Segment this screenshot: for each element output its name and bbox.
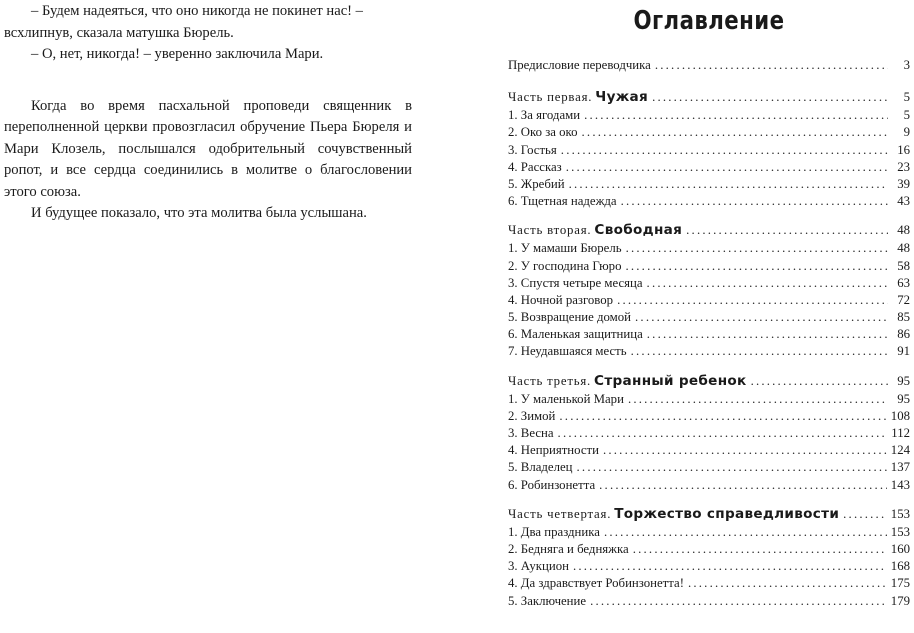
toc-entry-label: 5. Владелец (508, 460, 573, 475)
spacer (4, 66, 412, 87)
leader-dots (647, 276, 888, 291)
leader-dots (577, 460, 887, 475)
toc-entry-page: 143 (890, 477, 910, 492)
leader-dots (625, 259, 888, 274)
leader-dots (584, 108, 888, 123)
toc-entry-label: 2. Зимой (508, 408, 556, 423)
toc-entry-page: 86 (897, 327, 910, 342)
toc-entry-label: 4. Да здравствует Робинзонетта! (508, 576, 684, 591)
leader-dots (561, 143, 888, 158)
toc-entry[interactable] (508, 108, 910, 125)
part-label: Часть первая. (508, 90, 593, 105)
toc-entry[interactable] (508, 576, 910, 593)
toc-entry-page: 112 (891, 426, 910, 440)
toc-entry-page: 95 (897, 373, 910, 388)
toc-entry[interactable] (508, 327, 910, 344)
part-name: Чужая (595, 89, 649, 106)
toc-entry-label: 2. Око за око (508, 125, 578, 140)
toc-entry-page: 95 (897, 391, 910, 406)
toc-entry-label: 1. У мамаши Бюрель (508, 241, 622, 256)
leader-dots (599, 478, 887, 493)
toc-entry-page: 43 (897, 194, 910, 209)
toc-entry[interactable] (508, 344, 910, 361)
toc-entry-page: 153 (890, 524, 910, 539)
toc-entry-preface[interactable] (508, 58, 910, 75)
toc-entry-page: 23 (897, 159, 910, 174)
toc-entry-page: 5 (903, 108, 910, 123)
toc-entry-label: 1. У маленькой Мари (508, 391, 624, 406)
leader-dots (603, 443, 887, 458)
toc-entry[interactable] (508, 125, 910, 142)
toc-entry-page: 179 (890, 593, 910, 608)
leader-dots (582, 125, 888, 140)
part-name: Странный ребенок (594, 372, 747, 389)
left-page-text (4, 0, 412, 225)
toc-entry-page: 16 (897, 142, 910, 157)
leader-dots (558, 426, 888, 441)
toc-entry-page: 48 (897, 223, 910, 238)
toc-entry-label: 7. Неудавшаяся месть (508, 344, 627, 359)
leader-dots (655, 58, 888, 73)
toc-entry-label: 5. Возвращение домой (508, 310, 632, 325)
table-of-contents (508, 58, 910, 611)
toc-entry-page: 58 (897, 258, 910, 273)
leader-dots (617, 293, 888, 308)
toc-entry[interactable] (508, 559, 910, 576)
toc-entry-label: 6. Тщетная надежда (508, 194, 617, 209)
toc-entry-page: 175 (890, 576, 910, 591)
toc-entry[interactable] (508, 443, 910, 460)
toc-entry-label: 2. Бедняга и бедняжка (508, 541, 629, 556)
paragraph: всхлипнув, сказала матушка Бюрель. (4, 24, 234, 41)
toc-entry-page: 39 (897, 176, 910, 191)
toc-title: Оглавление (633, 6, 785, 36)
toc-entry-label: 1. Два праздника (508, 524, 600, 539)
toc-entry-label: 2. У господина Гюро (508, 258, 622, 273)
paragraph: Когда во время пасхальной проповеди священник в переполненной церкви провозгласил обручение Пьера Бюреля и Мари Клозель, послышался одобрительный сочувственный ропот, и все сердца соединились в молитве о благословении этого союза. (4, 97, 412, 200)
toc-entry[interactable] (508, 241, 910, 258)
leader-dots (688, 576, 887, 591)
toc-entry-label: 1. За ягодами (508, 108, 581, 123)
toc-entry[interactable] (508, 177, 910, 194)
leader-dots (626, 241, 888, 256)
part-label: Часть четвертая. (508, 506, 612, 521)
toc-entry-label: 3. Весна (508, 426, 554, 440)
toc-entry[interactable] (508, 143, 910, 160)
toc-entry-label: 3. Спустя четыре месяца (508, 275, 643, 290)
toc-entry-label: 5. Заключение (508, 593, 587, 608)
leader-dots (621, 194, 888, 209)
toc-entry[interactable] (508, 460, 910, 477)
toc-entry-page: 72 (897, 292, 910, 307)
toc-entry-page: 108 (890, 408, 910, 423)
toc-entry-page: 168 (890, 559, 910, 574)
leader-dots (686, 223, 888, 238)
leader-dots (566, 160, 888, 175)
toc-entry-label: 3. Аукцион (508, 559, 569, 574)
toc-entry-page: 137 (890, 460, 910, 475)
toc-part-heading[interactable] (508, 222, 910, 241)
leader-dots (573, 559, 887, 574)
toc-entry-label: 4. Неприятности (508, 443, 599, 458)
toc-entry-label: 5. Жребий (508, 176, 565, 191)
toc-entry-label: 4. Рассказ (508, 159, 562, 174)
paragraph: И будущее показало, что эта молитва была услышана. (31, 205, 367, 221)
leader-dots (635, 310, 888, 325)
leader-dots (647, 327, 888, 342)
toc-entry-page: 153 (890, 506, 910, 521)
toc-entry-label: 4. Ночной разговор (508, 292, 614, 307)
leader-dots (559, 409, 886, 424)
toc-entry-page: 48 (897, 241, 910, 256)
toc-entry-label: 6. Робинзонетта (508, 477, 596, 492)
toc-entry[interactable] (508, 525, 910, 542)
toc-entry[interactable] (508, 160, 910, 177)
leader-dots (631, 344, 888, 359)
leader-dots (604, 525, 887, 540)
leader-dots (751, 374, 888, 389)
toc-entry-page: 63 (897, 275, 910, 290)
toc-entry-page: 85 (897, 310, 910, 325)
toc-entry[interactable] (508, 276, 910, 293)
leader-dots (843, 507, 887, 522)
toc-entry[interactable] (508, 194, 910, 211)
toc-part-heading[interactable] (508, 506, 910, 525)
toc-entry-label: 3. Гостья (508, 142, 557, 157)
toc-entry[interactable] (508, 594, 910, 611)
toc-part-heading[interactable] (508, 89, 910, 108)
part-label: Часть вторая. (508, 223, 592, 238)
toc-entry[interactable] (508, 259, 910, 276)
toc-entry[interactable] (508, 542, 910, 559)
leader-dots (628, 392, 888, 407)
leader-dots (652, 90, 888, 105)
leader-dots (633, 542, 887, 557)
part-label: Часть третья. (508, 373, 592, 388)
toc-entry-page: 160 (890, 541, 910, 556)
leader-dots (569, 177, 888, 192)
toc-entry[interactable] (508, 310, 910, 327)
toc-entry[interactable] (508, 409, 910, 426)
toc-entry[interactable] (508, 392, 910, 409)
toc-entry-page: 5 (903, 90, 910, 105)
toc-entry[interactable] (508, 426, 910, 443)
paragraph: – О, нет, никогда! – уверенно заключила Мари. (31, 46, 324, 62)
paragraph: – Будем надеяться, что оно никогда не покинет нас! – (31, 3, 363, 19)
toc-part-heading[interactable] (508, 373, 910, 392)
toc-entry-page: 3 (903, 58, 910, 72)
toc-entry-page: 9 (903, 125, 910, 140)
toc-entry-page: 124 (890, 443, 910, 458)
leader-dots (590, 594, 887, 609)
toc-entry[interactable] (508, 478, 910, 495)
toc-entry-page: 91 (897, 344, 910, 359)
toc-entry-label: 6. Маленькая защитница (508, 327, 643, 342)
toc-entry-label: Предисловие переводчика (508, 58, 651, 72)
part-name: Торжество справедливости (614, 505, 840, 522)
toc-entry[interactable] (508, 293, 910, 310)
part-name: Свободная (594, 222, 683, 239)
